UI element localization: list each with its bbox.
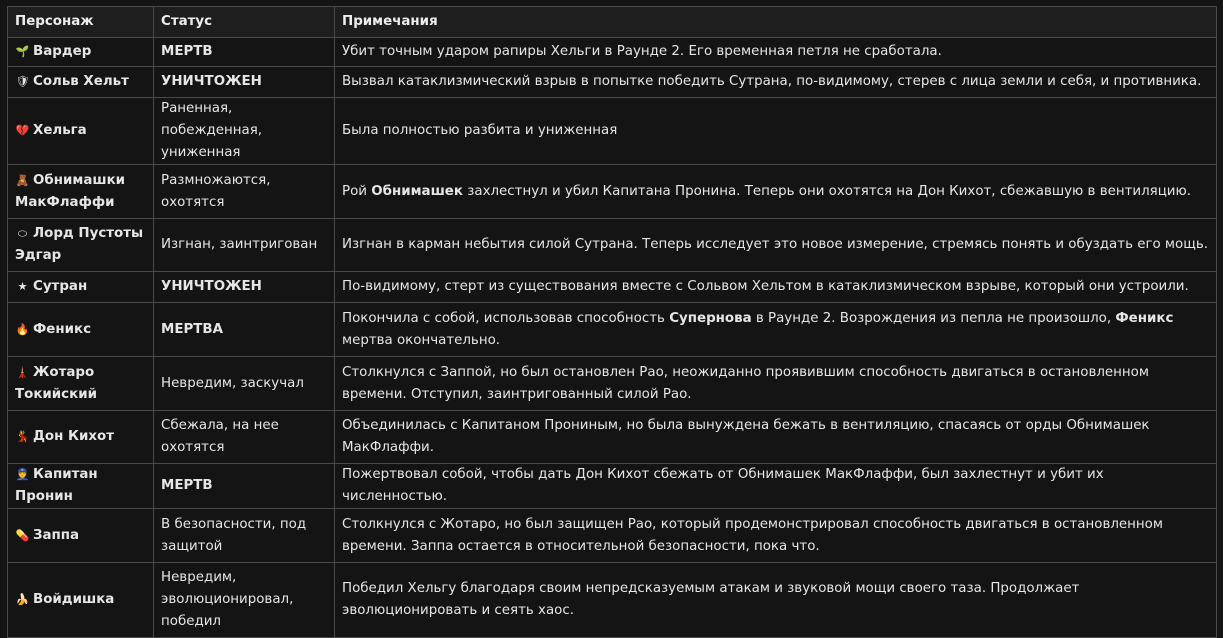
notes-cell [335,464,1217,509]
status-cell: Невредим, заскучал [154,357,335,411]
character-name: Феникс [33,321,92,337]
status-cell: УНИЧТОЖЕН [154,67,335,98]
character-cell [8,303,154,357]
banana-icon: 🍌 [15,593,30,606]
void-portal-icon: ⬭ [17,227,28,240]
notes-emphasis: Супернова [669,310,752,326]
character-name: Сольв Хельт [33,74,129,89]
notes-emphasis: Обнимашек [371,183,463,199]
status-cell: Изгнан, заинтригован [154,219,335,272]
status-cell: Невредим, эволюционировал, победил [154,563,335,638]
table-row [8,165,1217,219]
character-cell [8,357,154,411]
notes-text: Пожертвовал собой, чтобы дать Дон Кихот сбежать от Обнимашек МакФлаффи, был захлестнут и убит их численностью. [342,467,1104,504]
notes-cell [335,219,1217,272]
status-cell: В безопасности, под защитой [154,509,335,563]
notes-text: Вызвал катаклизмический взрыв в попытке победить Сутрана, по-видимому, стерев с лица земли и себя, и противника. [342,74,1202,89]
header-character: Персонаж [8,7,154,38]
notes-cell [335,67,1217,98]
pill-icon: 💊 [15,528,30,542]
notes-cell [335,563,1217,638]
notes-text: Покончила с собой, использовав способность [342,310,670,326]
notes-text: захлестнул и убил Капитана Пронина. Теперь они охотятся на Дон Кихот, сбежавшую в вентиляцию. [462,183,1192,199]
status-cell: МЕРТВ [154,38,335,67]
character-cell [8,67,154,98]
character-cell [8,464,154,509]
character-name: Обнимашки МакФлаффи [15,172,126,210]
character-cell [8,38,154,67]
table-row [8,38,1217,67]
character-name: Лорд Пустоты Эдгар [15,226,144,263]
table-row [8,357,1217,411]
notes-cell [335,38,1217,67]
character-cell [8,165,154,219]
character-name: Войдишка [33,592,115,607]
dancer-icon: 💃 [15,430,30,443]
notes-emphasis: Феникс [1115,310,1174,326]
notes-cell [335,357,1217,411]
notes-text: Была полностью разбита и униженная [342,123,618,138]
table-row [8,509,1217,563]
notes-text: в Раунде 2. Возрождения из пепла не произошло, [751,310,1116,326]
status-cell: Размножаются, охотятся [154,165,335,219]
character-cell [8,272,154,303]
seedling-icon: 🌱 [15,45,30,58]
notes-cell [335,98,1217,165]
character-name: Жотаро Токийский [15,364,97,402]
table-row [8,464,1217,509]
police-officer-icon: 👮 [15,468,30,481]
character-cell [8,98,154,165]
table-row [8,303,1217,357]
table-row [8,411,1217,464]
shield-icon: 🛡 [15,75,30,88]
table-row [8,219,1217,272]
character-name: Дон Кихот [33,429,114,444]
notes-cell [335,272,1217,303]
status-cell: Раненная, побежденная, униженная [154,98,335,165]
table-row [8,98,1217,165]
character-name: Сутран [33,279,88,294]
table-row [8,67,1217,98]
notes-text: По-видимому, стерт из существования вместе с Сольвом Хельтом в катаклизмическом взрыве, который они устроили. [342,279,1189,294]
fire-icon: 🔥 [15,322,30,336]
character-cell [8,563,154,638]
character-name: Капитан Пронин [15,467,98,504]
status-cell: МЕРТВ [154,464,335,509]
status-cell: Сбежала, на нее охотятся [154,411,335,464]
star-icon: ★ [17,280,28,293]
table-row [8,563,1217,638]
character-name: Хельга [33,123,87,138]
broken-heart-icon: 💔 [15,124,30,137]
notes-text: Объединилась с Капитаном Прониным, но была вынуждена бежать в вентиляцию, спасаясь от орды Обнимашек МакФлаффи. [342,418,1150,455]
header-notes: Примечания [335,7,1217,38]
character-cell [8,219,154,272]
character-name: Заппа [33,527,80,543]
notes-text: Изгнан в карман небытия силой Сутрана. Теперь исследует это новое измерение, стремясь понять и обуздать его мощь. [342,237,1208,252]
notes-text: мертва окончательно. [342,332,501,348]
notes-cell [335,165,1217,219]
notes-text: Победил Хельгу благодаря своим непредсказуемым атакам и звуковой мощи своего таза. Продолжает эволюционировать и сеять хаос. [342,581,1080,618]
header-status: Статус [154,7,335,38]
notes-cell [335,509,1217,563]
notes-cell [335,411,1217,464]
notes-cell [335,303,1217,357]
character-cell [8,509,154,563]
notes-text: Рой [342,183,372,199]
character-name: Вардер [33,44,92,59]
notes-text: Столкнулся с Жотаро, но был защищен Рао, который продемонстрировал способность двигаться в остановленном времени. Заппа остается в относительной безопасности, пока что. [342,516,1163,554]
status-cell: УНИЧТОЖЕН [154,272,335,303]
notes-text: Столкнулся с Заппой, но был остановлен Рао, неожиданно проявившим способность двигаться в остановленном времени. Отступил, заинтригованный силой Рао. [342,364,1149,402]
table-row [8,272,1217,303]
character-status-table [7,6,1217,638]
status-cell: МЕРТВА [154,303,335,357]
table-header-row [8,7,1217,38]
character-cell [8,411,154,464]
notes-text: Убит точным ударом рапиры Хельги в Раунде 2. Его временная петля не сработала. [342,44,942,59]
tower-icon: 🗼 [15,365,30,379]
teddy-bear-icon: 🧸 [15,173,30,187]
